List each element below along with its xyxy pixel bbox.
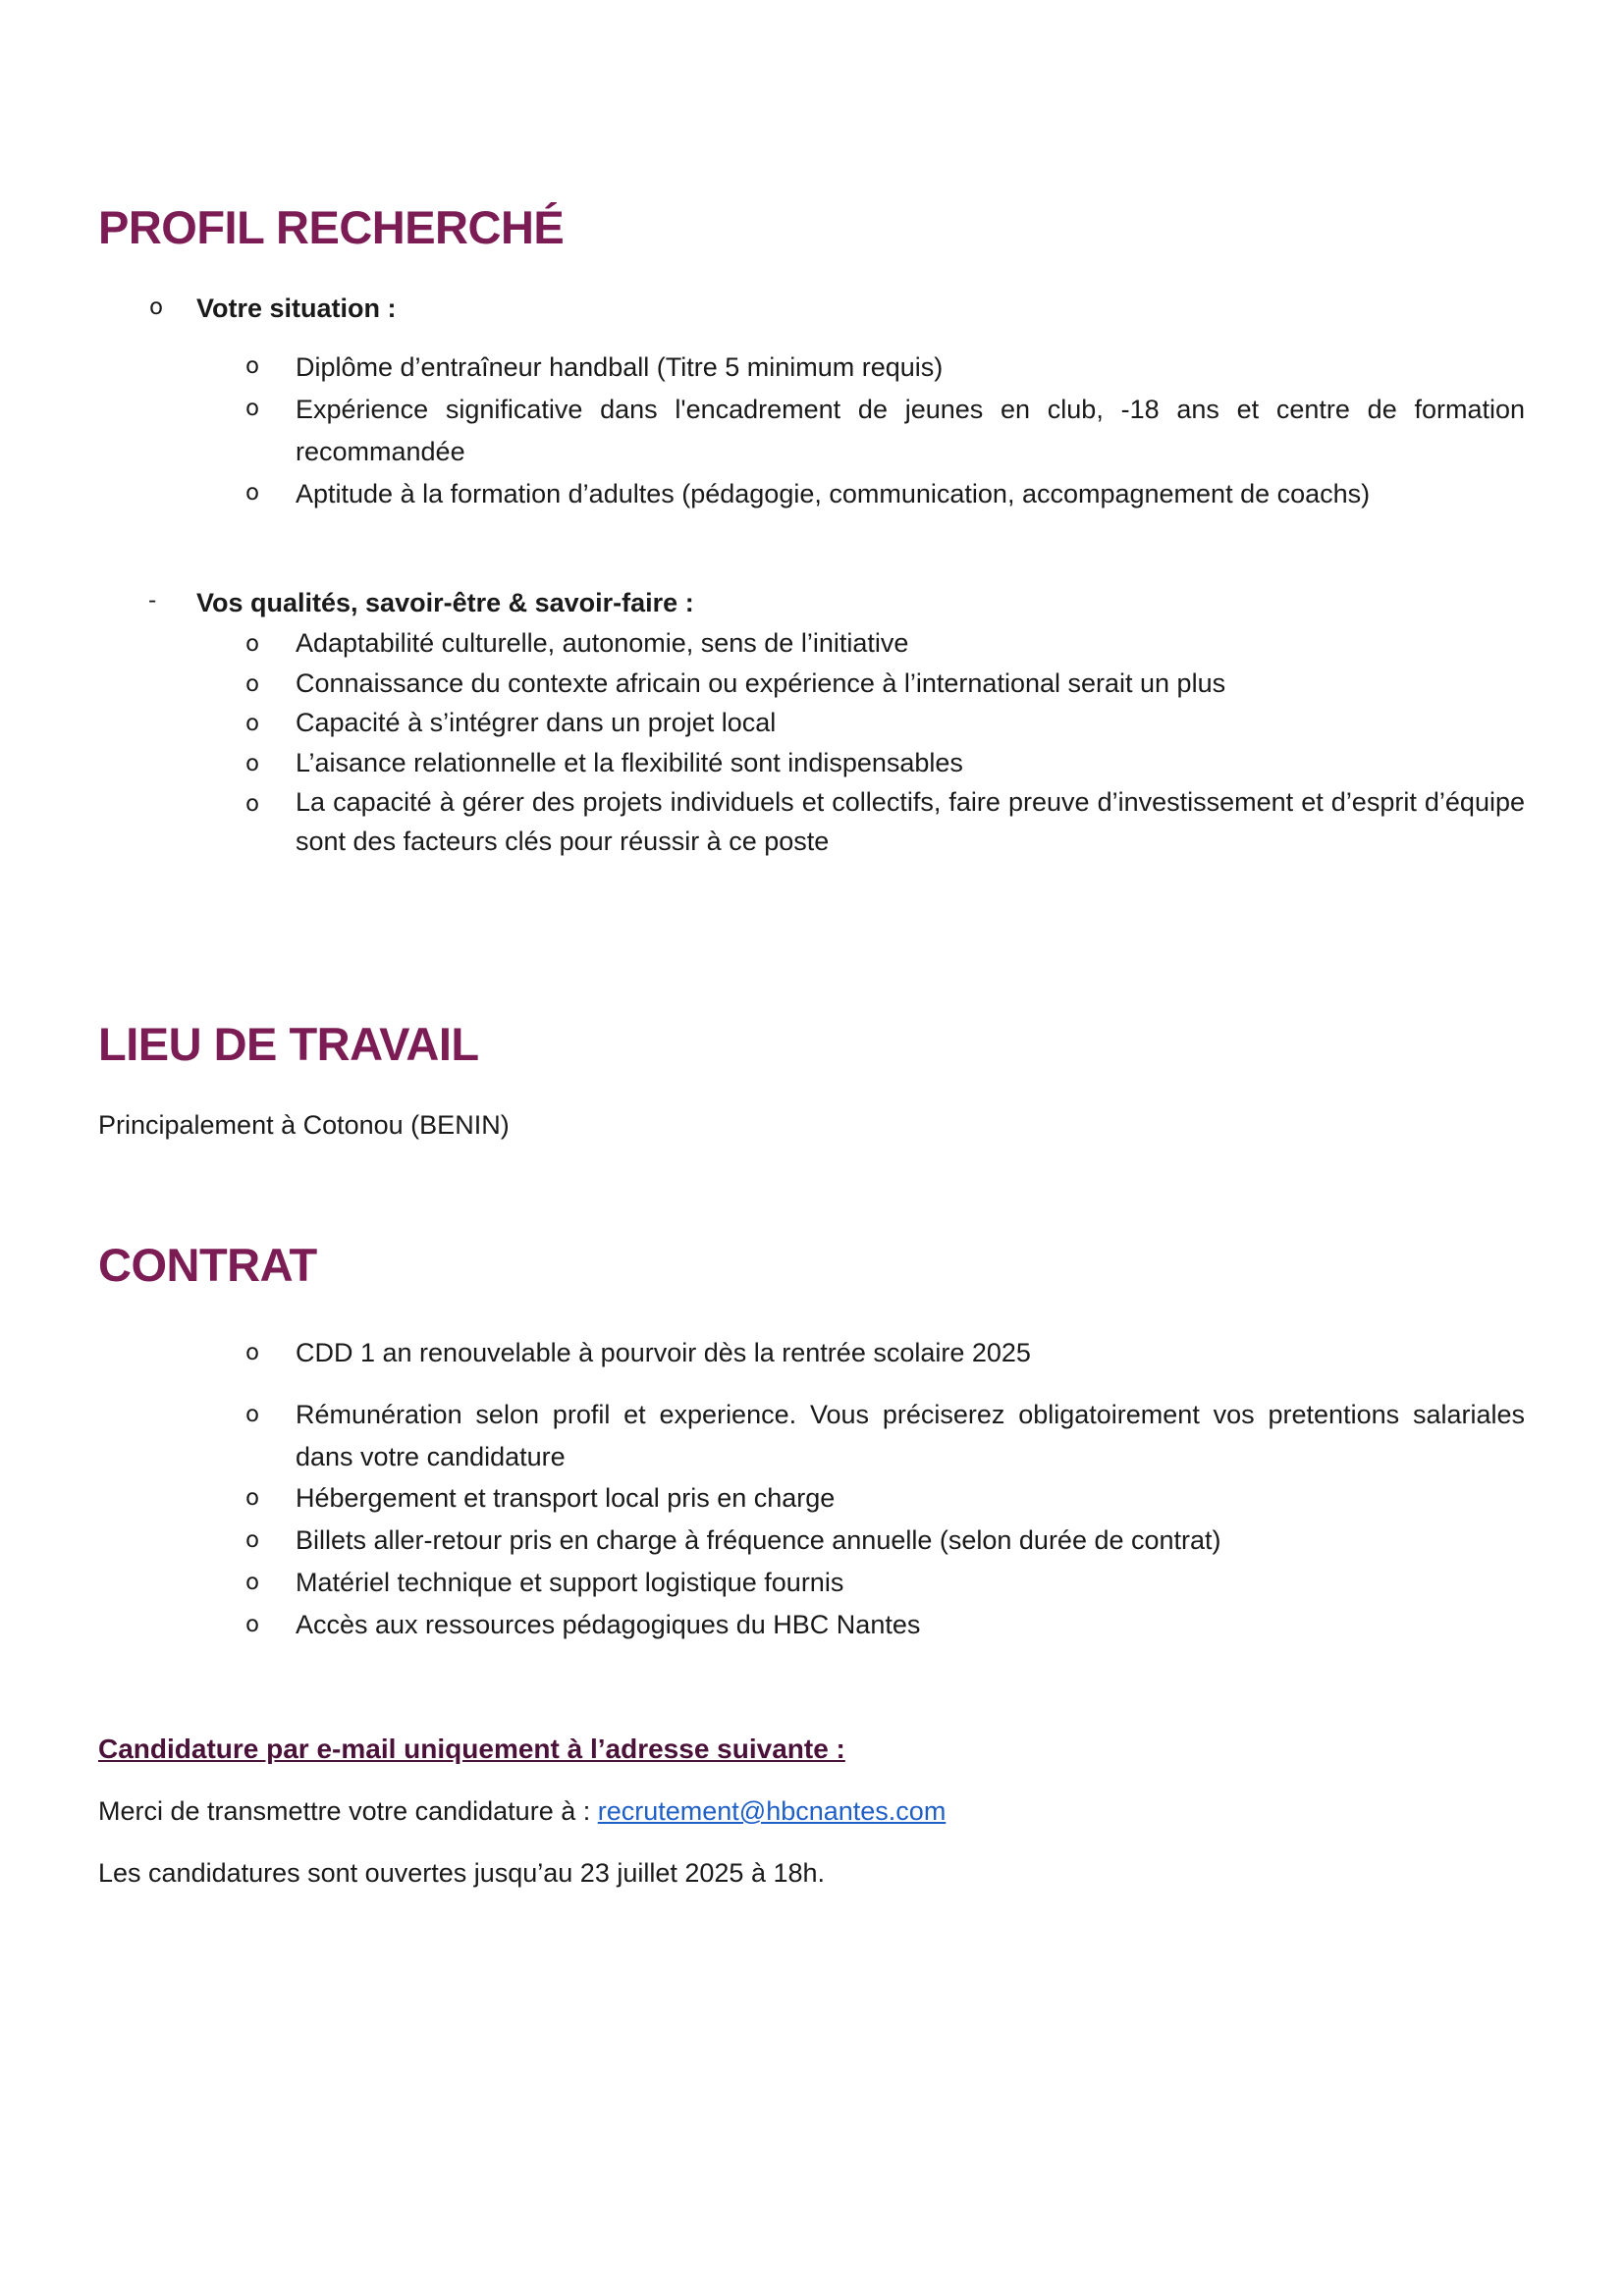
circle-bullet-icon: o <box>245 751 260 776</box>
merci-line <box>98 1791 946 1831</box>
contrat-item: CDD 1 an renouvelable à pourvoir dès la rentrée scolaire 2025 <box>296 1338 1031 1367</box>
section-title-profil: PROFIL RECHERCHÉ <box>98 201 565 253</box>
circle-bullet-icon: o <box>245 671 260 697</box>
section-title-lieu: LIEU DE TRAVAIL <box>98 1018 479 1070</box>
deadline-text: Les candidatures sont ouvertes jusqu’au 23 juillet 2025 à 18h. <box>98 1858 826 1888</box>
merci-prefix: Merci de transmettre votre candidature à : <box>98 1796 598 1826</box>
situation-item: Expérience significative dans l'encadrement de jeunes en club, -18 ans et centre de formation recommandée <box>296 395 1525 466</box>
circle-bullet-icon: o <box>245 1570 260 1595</box>
dash-bullet-icon: - <box>148 588 157 614</box>
contrat-item: Hébergement et transport local pris en charge <box>296 1483 836 1513</box>
qualites-item: Capacité à s’intégrer dans un projet local <box>296 708 777 737</box>
situation-item: Aptitude à la formation d’adultes (pédagogie, communication, accompagnement de coachs) <box>296 479 1371 508</box>
circle-bullet-icon: o <box>245 1527 260 1553</box>
circle-bullet-icon: o <box>245 1612 260 1637</box>
contrat-item: Accès aux ressources pédagogiques du HBC Nantes <box>296 1610 921 1639</box>
circle-bullet-icon: o <box>245 1340 260 1365</box>
lieu-text: Principalement à Cotonou (BENIN) <box>98 1110 510 1140</box>
circle-bullet-icon: o <box>245 711 260 736</box>
circle-bullet-icon: o <box>245 1402 260 1427</box>
qualites-item: Connaissance du contexte africain ou expérience à l’international serait un plus <box>296 668 1226 698</box>
circle-bullet-icon: o <box>245 353 260 379</box>
contrat-item: Rémunération selon profil et experience. Vous préciserez obligatoirement vos pretentions salariales dans votre candidature <box>296 1400 1525 1471</box>
circle-bullet-icon: o <box>245 396 260 421</box>
email-link[interactable]: recrutement@hbcnantes.com <box>597 1796 947 1826</box>
circle-bullet-icon: o <box>245 631 260 657</box>
qualites-item: La capacité à gérer des projets individuels et collectifs, faire preuve d’investissement et d’esprit d’équipe sont des facteurs clés pour réussir à ce poste <box>296 787 1525 856</box>
contrat-item: Billets aller-retour pris en charge à fréquence annuelle (selon durée de contrat) <box>296 1525 1221 1555</box>
circle-bullet-icon: o <box>245 1485 260 1511</box>
contrat-item: Matériel technique et support logistique fournis <box>296 1568 844 1597</box>
situation-label: Votre situation : <box>196 294 397 323</box>
candidature-title: Candidature par e-mail uniquement à l’adresse suivante : <box>98 1734 845 1764</box>
qualites-item: Adaptabilité culturelle, autonomie, sens de l’initiative <box>296 628 909 658</box>
section-title-contrat: CONTRAT <box>98 1239 317 1291</box>
qualites-label: Vos qualités, savoir-être & savoir-faire : <box>196 588 694 617</box>
qualites-item: L’aisance relationnelle et la flexibilité sont indispensables <box>296 748 963 777</box>
circle-bullet-icon: o <box>245 791 260 817</box>
circle-bullet-icon: o <box>149 294 164 320</box>
situation-item: Diplôme d’entraîneur handball (Titre 5 minimum requis) <box>296 352 944 382</box>
circle-bullet-icon: o <box>245 480 260 506</box>
